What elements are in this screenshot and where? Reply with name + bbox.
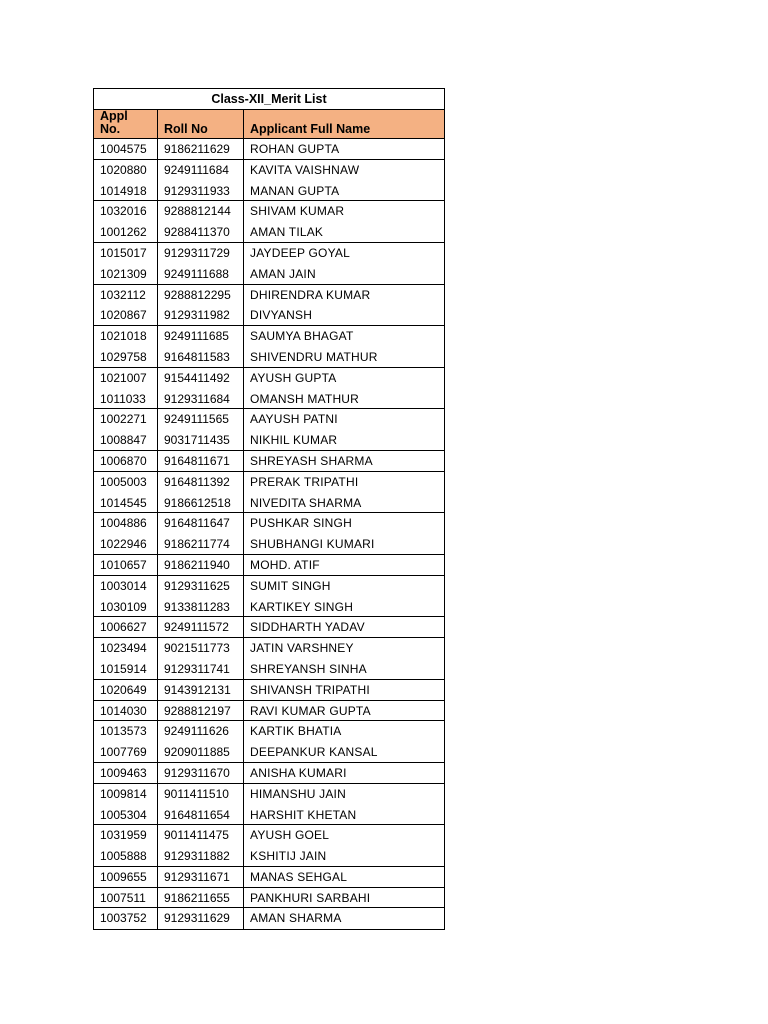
table-row <box>94 139 444 160</box>
appl-no-cell: 1032016 <box>94 201 158 222</box>
roll-no-cell: 9129311933 <box>158 181 244 201</box>
applicant-name-cell: KAVITA VAISHNAW <box>250 162 360 177</box>
table-row <box>94 347 444 368</box>
roll-no-cell: 9011411475 <box>158 825 244 846</box>
applicant-name-cell: AMAN SHARMA <box>250 911 342 926</box>
applicant-name-cell: SHREYANSH SINHA <box>250 661 367 676</box>
applicant-name-cell: MOHD. ATIF <box>250 557 320 572</box>
table-row <box>94 472 444 493</box>
applicant-name-cell: KARTIK BHATIA <box>250 724 342 739</box>
appl-no-cell: 1030109 <box>94 597 158 617</box>
applicant-name-cell: KARTIKEY SINGH <box>250 599 354 614</box>
roll-no-cell: 9129311982 <box>158 305 244 325</box>
table-row <box>94 368 444 389</box>
table-row <box>94 555 444 576</box>
appl-no-cell: 1006627 <box>94 617 158 637</box>
table-row <box>94 451 444 472</box>
table-title: Class-XII_Merit List <box>94 89 444 110</box>
applicant-name-cell: AMAN TILAK <box>250 225 324 240</box>
applicant-name-cell: SHIVAM KUMAR <box>250 204 345 219</box>
appl-no-cell: 1003014 <box>94 576 158 597</box>
roll-no-cell: 9129311741 <box>158 659 244 679</box>
table-row <box>94 326 444 347</box>
roll-no-cell: 9249111684 <box>158 160 244 181</box>
applicant-name-cell: PRERAK TRIPATHI <box>250 474 359 489</box>
merit-list-table <box>93 88 445 930</box>
roll-no-cell: 9249111626 <box>158 721 244 742</box>
roll-no-cell: 9186612518 <box>158 493 244 513</box>
table-row <box>94 680 444 701</box>
table-body <box>94 139 444 929</box>
table-row <box>94 409 444 430</box>
appl-no-cell: 1029758 <box>94 347 158 367</box>
applicant-name-cell: SUMIT SINGH <box>250 578 331 593</box>
table-row <box>94 160 444 181</box>
applicant-name-cell: ROHAN GUPTA <box>250 142 340 156</box>
appl-no-cell: 1021007 <box>94 368 158 389</box>
header-applicant-name: Applicant Full Name <box>250 122 371 136</box>
appl-no-cell: 1023494 <box>94 638 158 659</box>
applicant-name-cell: ANISHA KUMARI <box>250 765 347 780</box>
appl-no-cell: 1008847 <box>94 430 158 450</box>
table-row <box>94 888 444 909</box>
table-header-row <box>94 110 444 139</box>
roll-no-cell: 9288812144 <box>158 201 244 222</box>
table-row <box>94 264 444 285</box>
table-row <box>94 430 444 451</box>
roll-no-cell: 9143912131 <box>158 680 244 700</box>
appl-no-cell: 1021309 <box>94 264 158 284</box>
table-row <box>94 493 444 514</box>
table-row <box>94 305 444 326</box>
applicant-name-cell: DEEPANKUR KANSAL <box>250 745 378 760</box>
roll-no-cell: 9288411370 <box>158 222 244 242</box>
appl-no-cell: 1032112 <box>94 285 158 306</box>
appl-no-cell: 1014545 <box>94 493 158 513</box>
applicant-name-cell: AYUSH GOEL <box>250 828 330 843</box>
applicant-name-cell: NIKHIL KUMAR <box>250 433 338 448</box>
appl-no-cell: 1003752 <box>94 908 158 929</box>
table-row <box>94 222 444 243</box>
table-row <box>94 576 444 597</box>
applicant-name-cell: OMANSH MATHUR <box>250 391 360 406</box>
applicant-name-cell: AAYUSH PATNI <box>250 412 338 427</box>
appl-no-cell: 1009463 <box>94 763 158 783</box>
roll-no-cell: 9186211655 <box>158 888 244 908</box>
applicant-name-cell: KSHITIJ JAIN <box>250 849 327 864</box>
appl-no-cell: 1004575 <box>94 139 158 159</box>
roll-no-cell: 9011411510 <box>158 784 244 805</box>
appl-no-cell: 1013573 <box>94 721 158 742</box>
roll-no-cell: 9154411492 <box>158 368 244 389</box>
applicant-name-cell: SAUMYA BHAGAT <box>250 329 354 344</box>
applicant-name-cell: JATIN VARSHNEY <box>250 641 354 656</box>
appl-no-cell: 1005888 <box>94 846 158 866</box>
table-row <box>94 763 444 784</box>
appl-no-cell: 1004886 <box>94 513 158 534</box>
table-row <box>94 659 444 680</box>
appl-no-cell: 1020880 <box>94 160 158 181</box>
appl-no-cell: 1031959 <box>94 825 158 846</box>
appl-no-cell: 1020867 <box>94 305 158 325</box>
roll-no-cell: 9129311670 <box>158 763 244 783</box>
table-row <box>94 805 444 826</box>
roll-no-cell: 9249111572 <box>158 617 244 637</box>
applicant-name-cell: HARSHIT KHETAN <box>250 807 357 822</box>
roll-no-cell: 9249111685 <box>158 326 244 347</box>
header-roll-no: Roll No <box>158 110 244 138</box>
table-row <box>94 534 444 555</box>
appl-no-cell: 1010657 <box>94 555 158 575</box>
table-row <box>94 597 444 618</box>
roll-no-cell: 9249111688 <box>158 264 244 284</box>
applicant-name-cell: SHIVENDRU MATHUR <box>250 349 378 364</box>
appl-no-cell: 1002271 <box>94 409 158 430</box>
roll-no-cell: 9129311729 <box>158 243 244 264</box>
roll-no-cell: 9129311671 <box>158 867 244 887</box>
appl-no-cell: 1005304 <box>94 805 158 825</box>
appl-no-cell: 1007511 <box>94 888 158 908</box>
table-row <box>94 867 444 888</box>
appl-no-cell: 1020649 <box>94 680 158 700</box>
applicant-name-cell: AMAN JAIN <box>250 266 316 281</box>
applicant-name-cell: HIMANSHU JAIN <box>250 786 346 801</box>
roll-no-cell: 9164811671 <box>158 451 244 471</box>
table-row <box>94 742 444 763</box>
table-row <box>94 513 444 534</box>
appl-no-cell: 1021018 <box>94 326 158 347</box>
appl-no-cell: 1015914 <box>94 659 158 679</box>
table-row <box>94 784 444 805</box>
applicant-name-cell: PANKHURI SARBAHI <box>250 890 371 905</box>
roll-no-cell: 9031711435 <box>158 430 244 450</box>
applicant-name-cell: DHIRENDRA KUMAR <box>250 287 371 302</box>
roll-no-cell: 9164811647 <box>158 513 244 534</box>
appl-no-cell: 1015017 <box>94 243 158 264</box>
appl-no-cell: 1005003 <box>94 472 158 493</box>
roll-no-cell: 9164811392 <box>158 472 244 493</box>
appl-no-cell: 1014030 <box>94 701 158 721</box>
applicant-name-cell: SHUBHANGI KUMARI <box>250 537 375 552</box>
table-row <box>94 721 444 742</box>
applicant-name-cell: DIVYANSH <box>250 308 313 323</box>
applicant-name-cell: SIDDHARTH YADAV <box>250 620 365 635</box>
roll-no-cell: 9164811654 <box>158 805 244 825</box>
table-row <box>94 638 444 659</box>
header-appl-no: Appl No. <box>94 110 158 138</box>
appl-no-cell: 1009655 <box>94 867 158 887</box>
roll-no-cell: 9164811583 <box>158 347 244 367</box>
roll-no-cell: 9021511773 <box>158 638 244 659</box>
applicant-name-cell: AYUSH GUPTA <box>250 370 337 385</box>
appl-no-cell: 1011033 <box>94 389 158 409</box>
roll-no-cell: 9288812295 <box>158 285 244 306</box>
applicant-name-cell: MANAS SEHGAL <box>250 869 348 884</box>
table-row <box>94 201 444 222</box>
table-row <box>94 285 444 306</box>
table-row <box>94 389 444 410</box>
appl-no-cell: 1022946 <box>94 534 158 554</box>
applicant-name-cell: RAVI KUMAR GUPTA <box>250 703 371 718</box>
roll-no-cell: 9129311882 <box>158 846 244 866</box>
roll-no-cell: 9129311684 <box>158 389 244 409</box>
roll-no-cell: 9133811283 <box>158 597 244 617</box>
applicant-name-cell: SHREYASH SHARMA <box>250 453 373 468</box>
roll-no-cell: 9186211774 <box>158 534 244 554</box>
appl-no-cell: 1001262 <box>94 222 158 242</box>
applicant-name-cell: PUSHKAR SINGH <box>250 516 352 531</box>
appl-no-cell: 1007769 <box>94 742 158 762</box>
appl-no-cell: 1014918 <box>94 181 158 201</box>
applicant-name-cell: NIVEDITA SHARMA <box>250 495 362 510</box>
appl-no-cell: 1006870 <box>94 451 158 471</box>
roll-no-cell: 9186211629 <box>158 139 244 159</box>
roll-no-cell: 9249111565 <box>158 409 244 430</box>
roll-no-cell: 9288812197 <box>158 701 244 721</box>
roll-no-cell: 9186211940 <box>158 555 244 575</box>
table-row <box>94 617 444 638</box>
appl-no-cell: 1009814 <box>94 784 158 805</box>
roll-no-cell: 9209011885 <box>158 742 244 762</box>
applicant-name-cell: JAYDEEP GOYAL <box>250 245 350 260</box>
table-row <box>94 701 444 722</box>
table-row <box>94 243 444 264</box>
table-row <box>94 908 444 929</box>
roll-no-cell: 9129311629 <box>158 908 244 929</box>
applicant-name-cell: MANAN GUPTA <box>250 183 340 198</box>
table-row <box>94 825 444 846</box>
roll-no-cell: 9129311625 <box>158 576 244 597</box>
table-row <box>94 846 444 867</box>
applicant-name-cell: SHIVANSH TRIPATHI <box>250 682 370 697</box>
table-row <box>94 181 444 202</box>
